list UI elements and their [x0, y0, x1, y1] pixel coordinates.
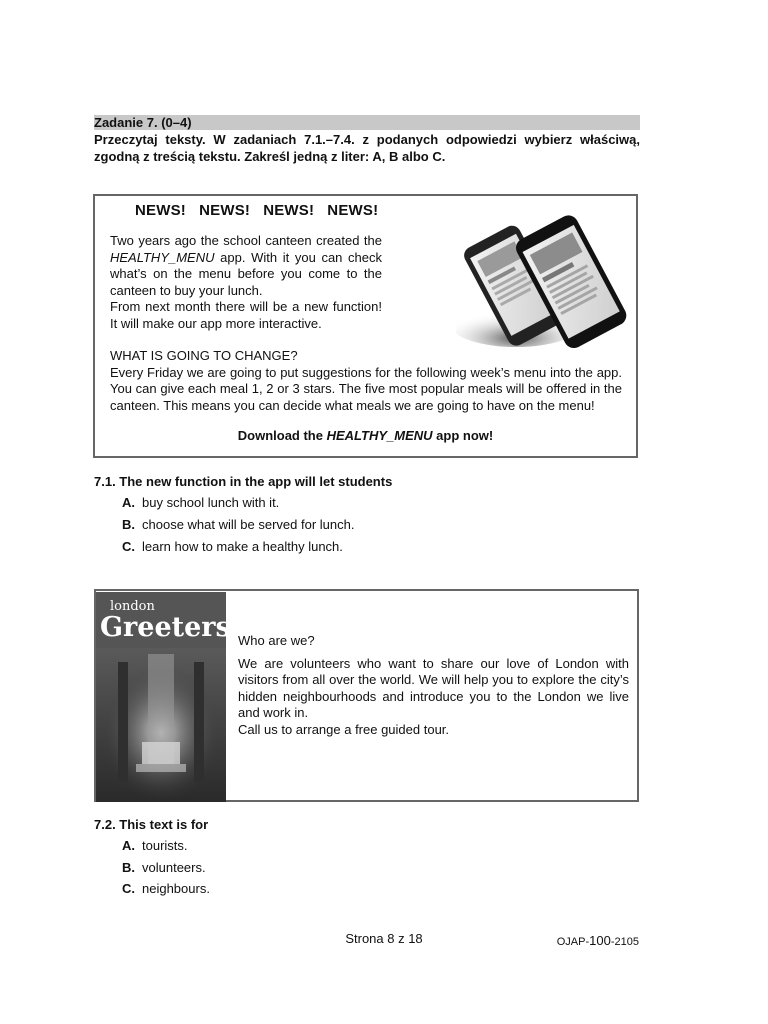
question-7-1-option-c[interactable]: C. learn how to make a healthy lunch. — [122, 539, 343, 554]
news-intro-2: From next month there will be a new function! It will make our app more interactive. — [110, 299, 382, 331]
task-instructions: Przeczytaj teksty. W zadaniach 7.1.–7.4. z podanych odpowiedzi wybierz właściwą, zgodną z treścią tekstu. Zakreśl jedną z liter: A, B albo C. — [94, 132, 640, 164]
task-header: Zadanie 7. (0–4) — [94, 115, 640, 130]
greeters-body: We are volunteers who want to share our love of London with visitors from all over the world. We will help you to explore the city’s hidden neighbourhoods and introduce you to the London we live and work in. — [238, 655, 629, 720]
exam-code: OJAP-100-2105 — [556, 933, 639, 948]
question-7-2-option-a[interactable]: A. tourists. — [122, 838, 188, 853]
greeters-text — [238, 633, 629, 738]
news-intro: Two years ago the school canteen created the HEALTHY_MENU app. With it you can check what’s on the menu before you come to the canteen to buy your lunch. From next month there will be a new function! It will make our app more interactive. — [110, 233, 382, 331]
question-7-2-option-b[interactable]: B. volunteers. — [122, 860, 206, 875]
change-body: Every Friday we are going to put suggestions for the following week’s menu into the app. You can give each meal 1, 2 or 3 stars. The five most popular meals will be offered in the canteen. This means you can decide what meals we are going to have on the menu! — [110, 364, 622, 413]
app-name: HEALTHY_MENU — [110, 249, 215, 265]
change-title: WHAT IS GOING TO CHANGE? — [110, 348, 298, 363]
question-7-2-stem: 7.2. This text is for — [94, 817, 209, 832]
question-7-1-option-b[interactable]: B. choose what will be served for lunch. — [122, 517, 355, 532]
logo-small-text: london — [110, 599, 155, 614]
news-headline: NEWS! NEWS! NEWS! NEWS! — [135, 202, 379, 219]
greeters-call: Call us to arrange a free guided tour. — [238, 721, 450, 737]
page-number: Strona 8 z 18 — [345, 931, 423, 946]
smartphone-image — [456, 210, 632, 348]
news-change — [110, 348, 622, 414]
question-7-1-option-a[interactable]: A. buy school lunch with it. — [122, 495, 280, 510]
greeters-title: Who are we? — [238, 633, 315, 648]
question-7-2-option-c[interactable]: C. neighbours. — [122, 881, 210, 896]
question-7-1-stem: 7.1. The new function in the app will let students — [94, 474, 393, 489]
logo-big-text: Greeters — [100, 612, 226, 643]
download-line: Download the HEALTHY_MENU app now! — [237, 428, 494, 443]
london-greeters-image — [96, 592, 226, 802]
